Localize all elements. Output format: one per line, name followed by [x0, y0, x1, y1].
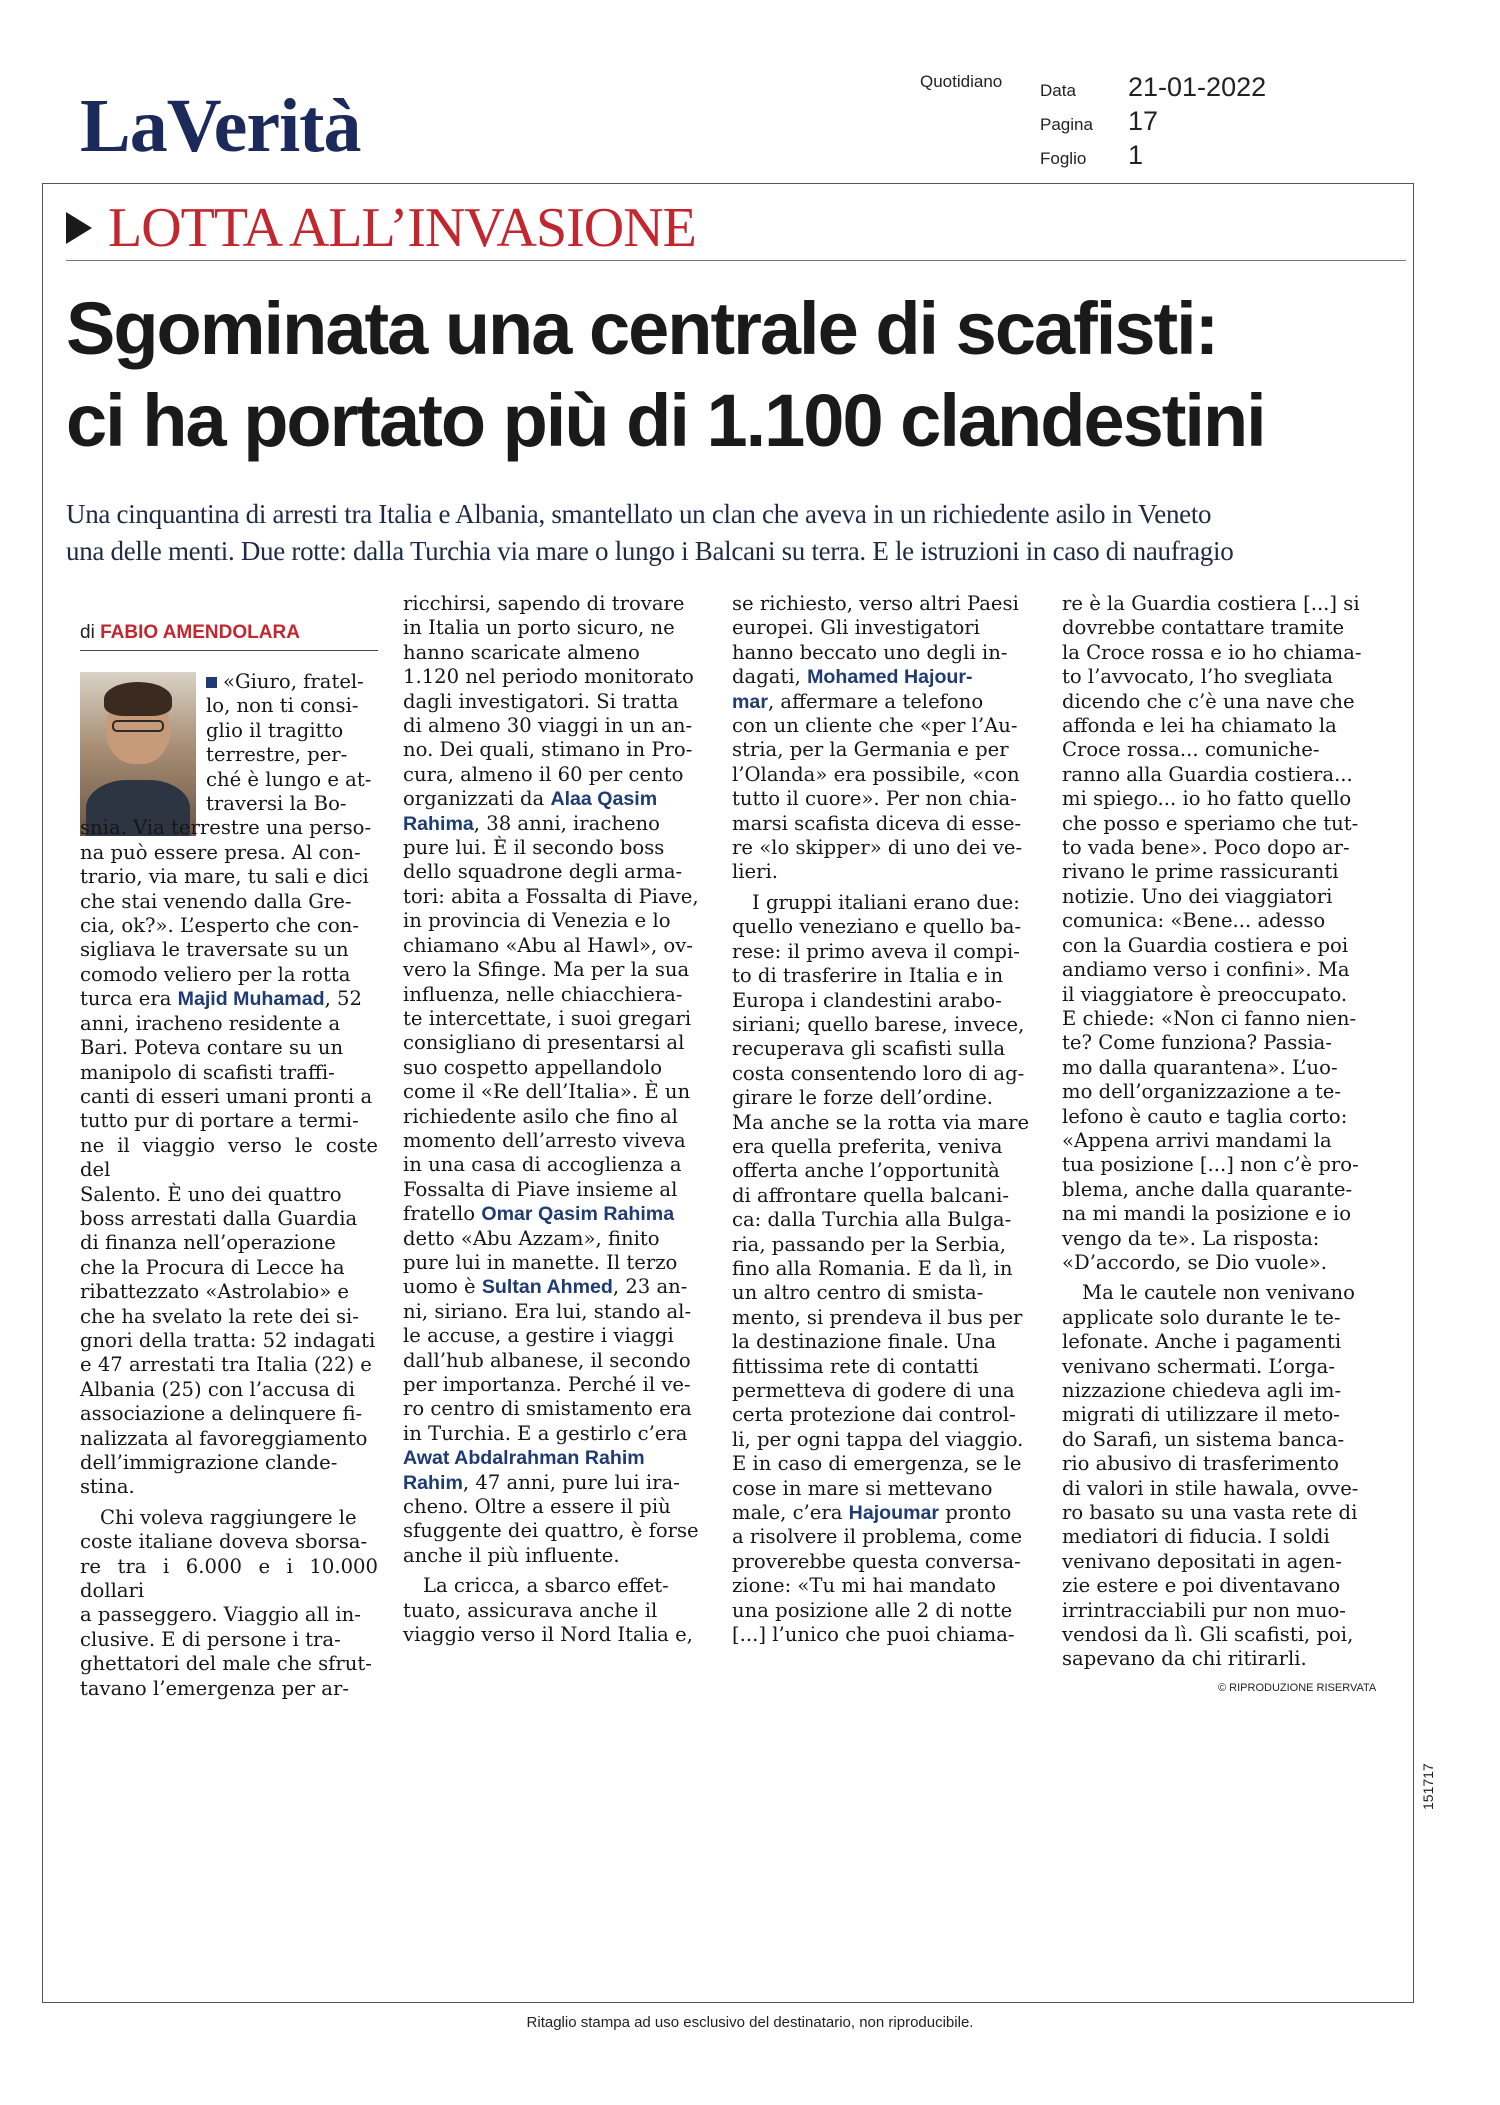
text-line: lefonate. Anche i pagamenti	[1062, 1330, 1342, 1354]
text-line: proverebbe questa conversa-	[732, 1549, 1021, 1573]
text-line: cia, ok?». L’esperto che con-	[80, 914, 360, 938]
sheet-label: Foglio	[1040, 149, 1087, 168]
text-line: tavano l’emergenza per ar-	[80, 1676, 349, 1700]
text-line: fittissima rete di contatti	[732, 1354, 979, 1378]
text-line: «D’accordo, se Dio vuole».	[1062, 1250, 1327, 1274]
text-line: quello veneziano e quello ba-	[732, 915, 1022, 939]
text-line: vengo da te». La risposta:	[1062, 1226, 1320, 1250]
text-line: mediatori di fiducia. I soldi	[1062, 1525, 1330, 1549]
text-line: sigliava le traversate su un	[80, 938, 349, 962]
text-line: richiedente asilo che fino al	[403, 1104, 678, 1128]
text-line: E in caso di emergenza, se le	[732, 1452, 1022, 1476]
text-line: blema, anche dalla quarante-	[1062, 1177, 1353, 1201]
text-line: te? Come funziona? Passia-	[1062, 1031, 1332, 1055]
text-line: hanno beccato uno degli in-	[732, 640, 1008, 664]
person-name: Omar Qasim Rahima	[481, 1203, 675, 1226]
text-line: canti di esseri umani pronti a	[80, 1084, 373, 1108]
headline-line-1: Sgominata una centrale di scafisti:	[66, 287, 1218, 370]
text-line: 1.120 nel periodo monitorato	[403, 665, 694, 689]
date-label: Data	[1040, 81, 1076, 100]
text-line: anni, iracheno residente a	[80, 1011, 341, 1035]
text-line: di affrontare quella balcani-	[732, 1183, 1010, 1207]
text-line: dagati, Mohamed Hajour-	[732, 665, 973, 689]
text-line: siriani; quello barese, invece,	[732, 1012, 1025, 1036]
text-line: glio il tragitto	[206, 718, 344, 742]
text-line: comunica: «Bene... adesso	[1062, 909, 1326, 933]
text-line: ro basato su una vasta rete di	[1062, 1501, 1358, 1525]
text-line: girare le forze dell’ordine.	[732, 1086, 994, 1110]
text-line: ria, passando per la Serbia,	[732, 1232, 1006, 1256]
text-line: Awat Abdalrahman Rahim	[403, 1447, 645, 1470]
text-line: na mi mandi la posizione e io	[1062, 1202, 1352, 1226]
summary-line-1: Una cinquantina di arresti tra Italia e Albania, smantellato un clan che aveva in un richiedente asilo in Veneto	[66, 499, 1212, 529]
text-line: terrestre, per-	[206, 743, 348, 767]
text-line: in una casa di accoglienza a	[403, 1153, 682, 1177]
text-line: ni, siriano. Era lui, stando al-	[403, 1299, 692, 1323]
text-line: venivano depositati in agen-	[1062, 1549, 1342, 1573]
text-line: Chi voleva raggiungere le	[100, 1505, 357, 1529]
text-line: in Turchia. E a gestirlo c’era	[403, 1421, 688, 1445]
text-line: fratello Omar Qasim Rahima	[403, 1202, 675, 1226]
text-line: dagli investigatori. Si tratta	[403, 689, 679, 713]
text-line: Ma le cautele non venivano	[1082, 1281, 1355, 1305]
text-line: tutto pur di portare a termi-	[80, 1109, 359, 1133]
text-line: associazione a delinquere fi-	[80, 1402, 363, 1426]
text-line: rio abusivo di trasferimento	[1062, 1452, 1339, 1476]
text-line: momento dell’arresto viveva	[403, 1128, 686, 1152]
text-line: ne il viaggio verso le coste del	[80, 1133, 378, 1182]
text-line: dell’immigrazione clande-	[80, 1451, 338, 1474]
text-line: di finanza nell’operazione	[80, 1231, 336, 1255]
text-line: di valori in stile hawala, ovve-	[1062, 1476, 1359, 1500]
clipping-code: 151717	[1420, 1763, 1436, 1810]
clipping-meta	[1040, 72, 1266, 174]
headline-line-2: ci ha portato più di 1.100 clandestini	[66, 379, 1265, 462]
text-line: vero la Sfinge. Ma per la sua	[403, 958, 690, 982]
text-line: il viaggiatore è preoccupato.	[1062, 982, 1348, 1006]
text-line: pure lui. È il secondo boss	[403, 836, 665, 860]
person-name: Rahim	[403, 1471, 463, 1494]
text-line: no. Dei quali, stimano in Pro-	[403, 738, 693, 762]
text-line: Salento. È uno dei quattro	[80, 1182, 342, 1206]
text-line: in provincia di Venezia e lo	[403, 909, 671, 933]
text-line: hanno scaricate almeno	[403, 640, 640, 664]
text-line: re è la Guardia costiera [...] si	[1062, 592, 1360, 615]
byline-author: FABIO AMENDOLARA	[100, 622, 300, 643]
text-line: per importanza. Perché il ve-	[403, 1373, 691, 1396]
text-line: e 47 arrestati tra Italia (22) e	[80, 1353, 372, 1377]
text-line: coste italiane doveva sborsa-	[80, 1530, 368, 1554]
text-line: irrintracciabili pur non muo-	[1062, 1598, 1346, 1622]
text-line: andiamo verso i confini». Ma	[1062, 958, 1350, 982]
person-name: Mohamed Hajour-	[807, 666, 973, 689]
text-line: una posizione alle 2 di notte	[732, 1598, 1013, 1622]
text-line: to vada bene». Poco dopo ar-	[1062, 836, 1350, 860]
text-line: le accuse, a gestire i viaggi	[403, 1324, 674, 1348]
text-line: ro centro di smistamento era	[403, 1397, 692, 1421]
text-line: con un cliente che «per l’Au-	[732, 714, 1018, 738]
text-line: consigliano di presentarsi al	[403, 1031, 685, 1055]
text-line: se richiesto, verso altri Paesi	[732, 592, 1019, 615]
text-line: la Croce rossa e io ho chiama-	[1062, 640, 1362, 664]
text-line: rivano le prime rassicuranti	[1062, 860, 1339, 884]
text-line: dicendo che c’è una nave che	[1062, 689, 1355, 713]
text-line: La cricca, a sbarco effet-	[423, 1574, 669, 1598]
text-line: ribattezzato «Astrolabio» e	[80, 1280, 350, 1304]
text-line: costa consentendo loro di ag-	[732, 1061, 1025, 1085]
text-line: fino alla Romania. E da lì, in	[732, 1256, 1013, 1280]
text-line: affonda e lei ha chiamato la	[1062, 714, 1337, 738]
person-name: Sultan Ahmed	[481, 1276, 613, 1299]
text-line: chiamano «Abu al Hawl», ov-	[403, 933, 693, 957]
text-line: ricchirsi, sapendo di trovare	[403, 592, 685, 615]
text-line: stina.	[80, 1475, 135, 1499]
text-line: Ma anche se la rotta via mare	[732, 1110, 1030, 1134]
text-line: applicate solo durante le te-	[1062, 1305, 1341, 1329]
text-line: zione: «Tu mi hai mandato	[732, 1574, 996, 1598]
text-line: a risolvere il problema, come	[732, 1525, 1023, 1549]
text-line: Rahima, 38 anni, iracheno	[403, 811, 660, 835]
paragraph-square-icon	[206, 677, 217, 688]
text-line: mo dalla quarantena». L’uo-	[1062, 1055, 1338, 1079]
text-line: I gruppi italiani erano due:	[752, 890, 1020, 914]
text-line: mo dell’organizzazione a te-	[1062, 1080, 1341, 1104]
article-column-1	[80, 670, 378, 1701]
text-line: to di trasferire in Italia e in	[732, 964, 1004, 988]
article-column-2	[403, 592, 708, 1647]
text-line: l’Olanda» era possibile, «con	[732, 762, 1020, 786]
text-line: «Giuro, fratel-	[206, 670, 378, 694]
text-line: marsi scafista diceva di esse-	[732, 811, 1022, 835]
byline	[80, 622, 300, 644]
text-line: traversi la Bo-	[206, 792, 347, 816]
text-line: notizie. Uno dei viaggiatori	[1062, 884, 1333, 908]
text-line: europei. Gli investigatori	[732, 616, 980, 640]
footer-note: Ritaglio stampa ad uso esclusivo del destinatario, non riproducibile.	[526, 2014, 974, 2031]
text-line: dovrebbe contattare tramite	[1062, 616, 1345, 640]
text-line: mar, affermare a telefono	[732, 689, 984, 713]
text-line: di almeno 30 viaggi in un an-	[403, 714, 693, 738]
person-name: Alaa Qasim	[550, 788, 658, 811]
headline	[66, 283, 1416, 467]
text-line: re tra i 6.000 e i 10.000 dollari	[80, 1554, 378, 1603]
text-line: lo, non ti consi-	[206, 694, 359, 718]
text-line: come il «Re dell’Italia». È un	[403, 1080, 691, 1104]
text-line: influenza, nelle chiacchiera-	[403, 982, 683, 1006]
copyright-notice: © RIPRODUZIONE RISERVATA	[1218, 1682, 1377, 1694]
text-line: tutto il cuore». Per non chia-	[732, 787, 1017, 811]
text-line: na può essere presa. Al con-	[80, 840, 361, 864]
text-line: offerta anche l’opportunità	[732, 1159, 1000, 1183]
text-line: sfuggente dei quattro, è forse	[403, 1519, 699, 1543]
text-line: che posso e speriamo che tut-	[1062, 811, 1359, 835]
text-line: lieri.	[732, 860, 778, 884]
text-line: comodo veliero per la rotta	[80, 962, 351, 986]
text-line: [...] l’unico che puoi chiama-	[732, 1623, 1015, 1647]
text-line: mento, si prendeva il bus per	[732, 1305, 1023, 1329]
text-line: te intercettate, i suoi gregari	[403, 1006, 692, 1030]
article-column-4	[1062, 592, 1372, 1672]
triangle-arrow-icon	[66, 212, 92, 244]
text-line: ca: dalla Turchia alla Bulga-	[732, 1208, 1012, 1232]
text-line: zie estere e poi diventavano	[1062, 1574, 1341, 1598]
text-line: «Appena arrivi mandami la	[1062, 1128, 1332, 1152]
text-line: tuato, assicurava anche il	[403, 1598, 658, 1622]
text-line: trario, via mare, tu sali e dici	[80, 865, 369, 889]
text-line: rese: il primo aveva il compi-	[732, 939, 1020, 963]
article-column-3	[732, 592, 1037, 1647]
text-line: cose in mare si mettevano	[732, 1476, 993, 1500]
text-line: un altro centro di smista-	[732, 1281, 984, 1305]
text-line: detto «Abu Azzam», finito	[403, 1226, 660, 1250]
text-line: Croce rossa... comuniche-	[1062, 738, 1320, 762]
byline-prefix: di	[80, 622, 95, 643]
text-line: Bari. Poteva contare su un	[80, 1036, 344, 1060]
sheet-value: 1	[1128, 140, 1144, 170]
text-line: era quella preferita, veniva	[732, 1134, 1003, 1158]
page-label: Pagina	[1040, 115, 1093, 134]
text-line: ranno alla Guardia costiera...	[1062, 762, 1353, 786]
text-line: stria, per la Germania e per	[732, 738, 1009, 762]
kicker-text: LOTTA ALL’INVASIONE	[108, 197, 696, 259]
text-line: Fossalta di Piave insieme al	[403, 1177, 678, 1201]
summary	[66, 496, 1416, 570]
person-name: Hajoumar	[848, 1502, 940, 1525]
text-line: venivano schermati. L’orga-	[1062, 1354, 1335, 1378]
person-name: Rahima	[403, 812, 474, 835]
text-line: E chiede: «Non ci fanno nien-	[1062, 1006, 1357, 1030]
text-line: to l’avvocato, l’ho svegliata	[1062, 665, 1333, 689]
text-line: migrati di utilizzare il meto-	[1062, 1403, 1340, 1427]
text-line: cura, almeno il 60 per cento	[403, 762, 684, 786]
date-value: 21-01-2022	[1128, 72, 1267, 102]
text-line: che ha svelato la rete dei si-	[80, 1304, 359, 1328]
person-name: mar	[732, 690, 768, 713]
text-line: snia. Via terrestre una perso-	[80, 816, 372, 840]
text-line: Albania (25) con l’accusa di	[80, 1377, 356, 1401]
text-line: in Italia un porto sicuro, ne	[403, 616, 675, 640]
text-line: dello squadrone degli arma-	[403, 860, 683, 884]
summary-line-2: una delle menti. Due rotte: dalla Turchia via mare o lungo i Balcani su terra. E le istruzioni in caso di naufragio	[66, 536, 1234, 566]
text-line: la destinazione finale. Una	[732, 1330, 997, 1354]
text-line: ché è lungo e at-	[206, 767, 372, 791]
text-line: nizzazione chiedeva agli im-	[1062, 1379, 1342, 1402]
text-line: dall’hub albanese, il secondo	[403, 1348, 691, 1372]
text-line: Rahim, 47 anni, pure lui ira-	[403, 1470, 680, 1494]
text-line: gnori della tratta: 52 indagati	[80, 1328, 376, 1352]
text-line: cheno. Oltre a essere il più	[403, 1495, 671, 1519]
text-line: turca era Majid Muhamad, 52	[80, 987, 362, 1011]
publication-type: Quotidiano	[920, 72, 1003, 91]
text-line: viaggio verso il Nord Italia e,	[403, 1623, 693, 1647]
text-line: recuperava gli scafisti sulla	[732, 1037, 1006, 1061]
text-line: che la Procura di Lecce ha	[80, 1255, 345, 1279]
text-line: con la Guardia costiera e poi	[1062, 933, 1349, 957]
text-line: a passeggero. Viaggio all in-	[80, 1603, 361, 1627]
text-line: permetteva di godere di una	[732, 1379, 1015, 1402]
byline-divider	[80, 650, 378, 651]
text-line: manipolo di scafisti traffi-	[80, 1060, 335, 1084]
text-line: tua posizione [...] non c’è pro-	[1062, 1153, 1359, 1177]
text-line: che stai venendo dalla Gre-	[80, 889, 352, 913]
text-line: pure lui in manette. Il terzo	[403, 1250, 678, 1274]
newspaper-logo: LaVerità	[80, 84, 361, 168]
text-line: uomo è Sultan Ahmed, 23 an-	[403, 1275, 688, 1299]
text-line: mi spiego... io ho fatto quello	[1062, 787, 1352, 811]
text-line: li, per ogni tappa del viaggio.	[732, 1427, 1024, 1451]
text-line: nalizzata al favoreggiamento	[80, 1426, 368, 1450]
person-name: Majid Muhamad	[177, 988, 325, 1011]
text-line: clusive. E di persone i tra-	[80, 1627, 341, 1651]
section-kicker	[66, 196, 696, 260]
text-line: male, c’era Hajoumar pronto	[732, 1501, 1012, 1525]
text-line: ghettatori del male che sfrut-	[80, 1652, 372, 1676]
text-line: organizzati da Alaa Qasim	[403, 787, 658, 811]
page-value: 17	[1128, 106, 1159, 136]
text-line: sapevano da chi ritirarli.	[1062, 1647, 1307, 1671]
text-line: certa protezione dai control-	[732, 1403, 1016, 1427]
text-line: Europa i clandestini arabo-	[732, 988, 1002, 1012]
text-line: vendosi da lì. Gli scafisti, poi,	[1062, 1623, 1354, 1647]
text-line: boss arrestati dalla Guardia	[80, 1206, 358, 1230]
text-line: do Sarafi, un sistema banca-	[1062, 1427, 1345, 1451]
text-line: re «lo skipper» di uno dei ve-	[732, 836, 1023, 860]
kicker-divider	[66, 260, 1406, 261]
text-line: anche il più influente.	[403, 1543, 620, 1567]
text-line: suo cospetto appellandolo	[403, 1055, 663, 1079]
text-line: tori: abita a Fossalta di Piave,	[403, 884, 699, 908]
text-line: lefono è cauto e taglia corto:	[1062, 1104, 1348, 1128]
